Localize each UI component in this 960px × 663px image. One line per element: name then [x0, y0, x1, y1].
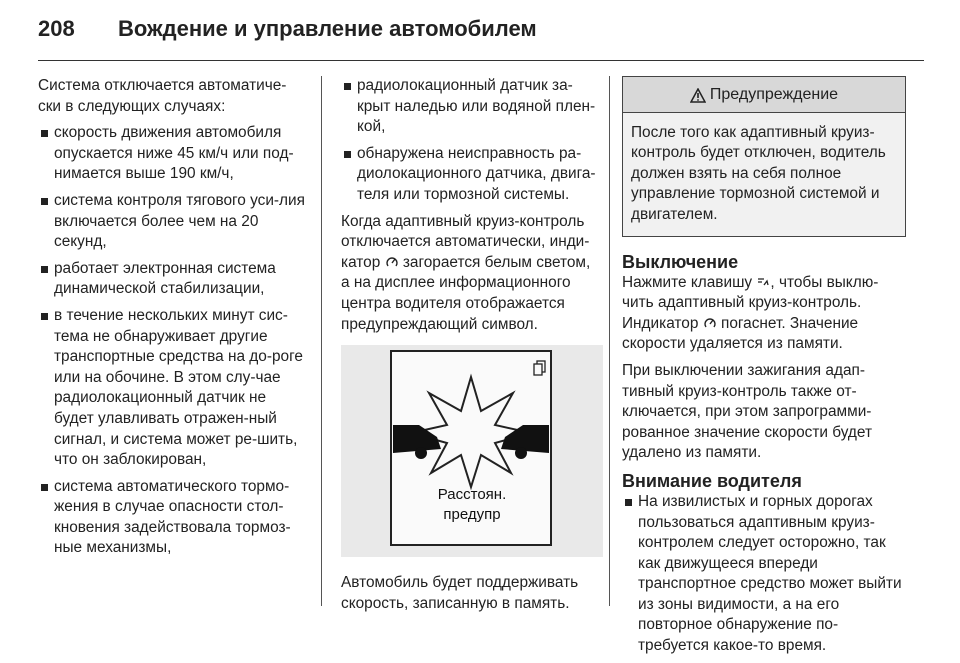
list-item: радиолокационный датчик за-крыт наледью или водяной плен-кой,: [341, 76, 603, 138]
display-text-line2: предупр: [443, 506, 501, 524]
auto-off-paragraph: [341, 212, 603, 336]
section-heading-off: Выключение: [622, 251, 739, 272]
header-rule: [38, 60, 924, 61]
cruise-control-indicator-icon: [385, 255, 399, 269]
warning-box: [622, 76, 906, 237]
text-part: Когда адаптивный круиз-контроль отключается автоматически, инди-катор: [341, 212, 590, 271]
text-part: погаснет. Значение скорости удаляется из памяти.: [622, 314, 859, 353]
page-title: Вождение и управление автомобилем: [118, 16, 537, 41]
section-heading-attention: Внимание водителя: [622, 470, 802, 491]
list-item: в течение нескольких минут сис-тема не обнаруживает другие транспортные средства на до-роге или на обочине. В этом слу-чае радиолокационный датчик не будет улавливать отражен-ный сигнал, и система может ре-шить, что он заблокирован,: [38, 306, 308, 471]
page-number: 208: [38, 16, 75, 41]
list-item: система автоматического тормо-жения в случае опасности стол-кновения задействовала тормоз-ные механизмы,: [38, 477, 308, 559]
warning-text: После того как адаптивный круиз-контроль будет отключен, водитель должен взять на себя полное управление тормозной системой и двигателем.: [631, 123, 886, 223]
driver-display-figure: [341, 345, 603, 557]
off-paragraph: [622, 273, 906, 355]
warning-triangle-icon: [690, 88, 706, 103]
warning-title: Предупреждение: [709, 86, 839, 103]
text-part: загорается белым светом, а на дисплее информационного центра водителя отображается предупреждающий символ.: [341, 253, 591, 333]
list-item: обнаружена неисправность ра-диолокационного датчика, двига-теля или тормозной системы.: [341, 144, 603, 206]
list-item: скорость движения автомобиля опускается ниже 45 км/ч или под-нимается выше 190 км/ч,: [38, 123, 308, 185]
text-part: Нажмите клавишу: [622, 273, 753, 291]
ignition-off-paragraph: При выключении зажигания адап-тивный круиз-контроль также от-ключается, при этом запрограмми-рованное значение скорости будет удалено из памяти.: [622, 361, 872, 462]
display-text-line1: Расстоян.: [437, 486, 507, 504]
list-item: На извилистых и горных дорогах пользоваться адаптивным круиз-контролем следует осторожно, так как движущееся впереди транспортное средство может выйти из зоны видимости, а на его повторное обнаружение по-требуется какое-то время.: [622, 492, 906, 657]
distance-warning-illustration: [341, 345, 603, 557]
text-part: , чтобы выклю-чить адаптивный круиз-контроль. Индикатор: [622, 273, 879, 332]
column-divider: [609, 76, 610, 606]
cruise-off-button-icon: [756, 275, 770, 289]
disable-conditions-list: [38, 123, 308, 559]
list-item: работает электронная система динамической стабилизации,: [38, 259, 308, 300]
list-item: система контроля тягового уси-лия включается более чем на 20 секунд,: [38, 191, 308, 253]
column-right: [622, 76, 906, 663]
cruise-control-indicator-icon: [703, 316, 717, 330]
attention-list: [622, 492, 906, 657]
column-middle: [341, 76, 603, 620]
disable-conditions-list-cont: [341, 76, 603, 206]
column-divider: [321, 76, 322, 606]
warning-header: [623, 77, 905, 113]
speed-memory-paragraph: Автомобиль будет поддерживать скорость, записанную в память.: [341, 574, 579, 612]
page-header: [38, 10, 924, 60]
intro-paragraph: Система отключается автоматиче-ски в следующих случаях:: [38, 77, 287, 115]
column-left: [38, 76, 308, 565]
